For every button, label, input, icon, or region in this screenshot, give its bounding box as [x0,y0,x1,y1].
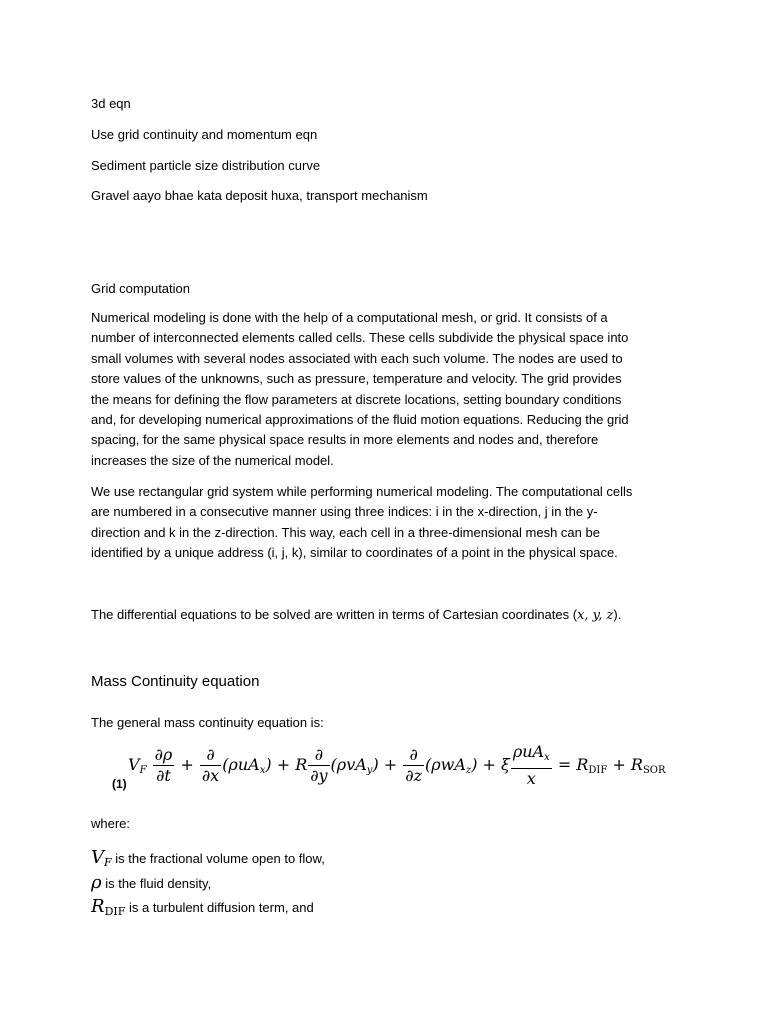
note-line: Use grid continuity and momentum eqn [91,127,318,142]
mass-continuity-heading: Mass Continuity equation [91,673,260,690]
definition-rdif [91,896,314,923]
note-line: Sediment particle size distribution curve [91,158,321,173]
grid-heading: Grid computation [91,281,190,296]
paragraph-line: are numbered in a consecutive manner using three indices: i in the x-direction, j in the y- [91,504,598,520]
cartesian-text: The differential equations to be solved are written in terms of Cartesian coordinates ( [91,607,578,622]
symbol-rho: ρ [91,872,102,893]
mass-continuity-equation: $V_F$ $\frac{\partial\rho}{\partial t}$ + $\frac{\partial}{\partial x}$ (ρuA$_x$) + R $\frac{\partial}{\partial y}$ (ρvA$_y$) + $\frac{\partial}{\partial z}$ (ρwA$_z$) + ξ $\frac{\rho uA_x}{x}$ = RDIF + RSOR [128,742,666,788]
symbol-vf: VF [91,847,112,869]
symbol-rdif: RDIF [91,896,126,918]
paragraph-line: direction and k in the z-direction. This way, each cell in a three-dimensional mesh can be [91,524,600,540]
where-label: where: [91,816,131,831]
definition-rho [91,872,211,895]
paragraph-line: We use rectangular grid system while performing numerical modeling. The computational cells [91,484,633,499]
paragraph-line: number of interconnected elements called cells. These cells subdivide the physical space into [91,330,629,346]
paragraph-line: and, for developing numerical approximations of the fluid motion equations. Reducing the grid [91,412,629,428]
cartesian-coords: x, y, z [577,608,614,623]
note-line: Gravel aayo bhae kata deposit huxa, transport mechanism [91,188,428,203]
cartesian-sentence [91,606,621,624]
definition-text: is a turbulent diffusion term, and [125,900,314,915]
definition-text: is the fluid density, [101,876,212,891]
equation-number: (1) [112,777,127,791]
paragraph-line: the means for defining the flow parameters at discrete locations, setting boundary conditions [91,391,622,407]
grid-paragraph-1 [91,308,681,471]
paragraph-line: increases the size of the numerical model. [91,452,334,468]
cartesian-end: ). [613,607,622,622]
paragraph-line: spacing, for the same physical space results in more elements and nodes and, therefore [91,432,599,448]
definition-vf [91,847,325,874]
paragraph-line: identified by a unique address (i, j, k), similar to coordinates of a point in the physical space. [91,545,618,561]
note-line: 3d eqn [91,96,131,111]
paragraph-line: small volumes with several nodes associated with each such volume. The nodes are used to [91,350,623,366]
paragraph-line: Numerical modeling is done with the help of a computational mesh, or grid. It consists of a [91,310,608,325]
paragraph-line: store values of the unknowns, such as pressure, temperature and velocity. The grid provides [91,371,622,387]
grid-paragraph-2 [91,482,681,564]
definition-text: is the fractional volume open to flow, [111,851,325,866]
general-equation-intro: The general mass continuity equation is: [91,715,324,730]
